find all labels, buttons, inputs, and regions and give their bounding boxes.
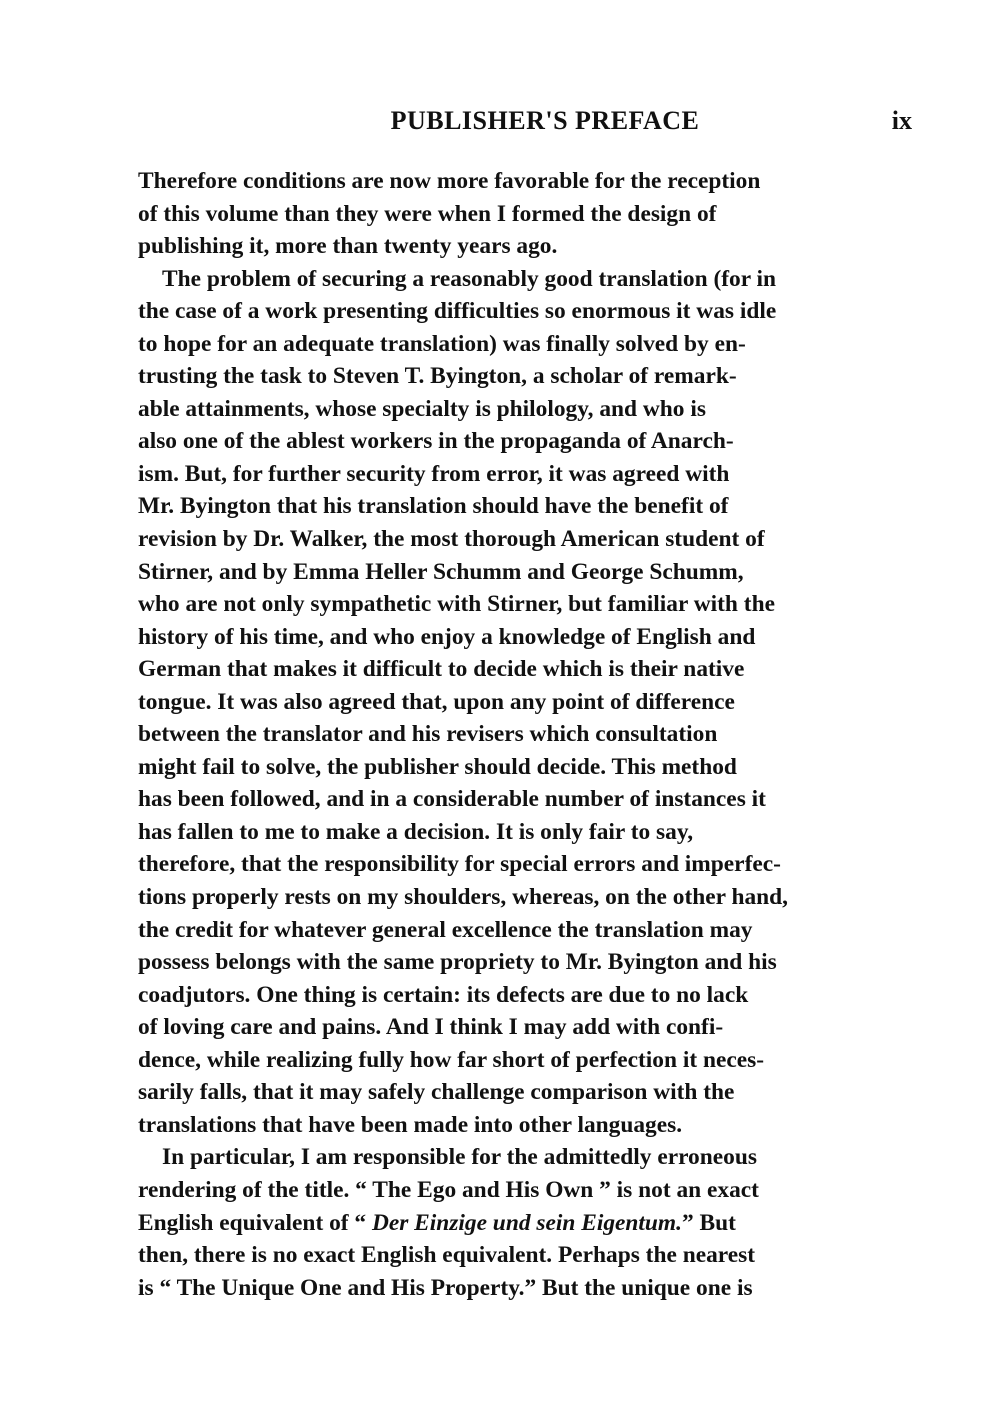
text-line: revision by Dr. Walker, the most thorough American student of: [138, 526, 765, 553]
text-line: able attainments, whose specialty is philology, and who is: [138, 395, 706, 422]
text-line: of loving care and pains. And I think I may add with confi-: [138, 1014, 724, 1041]
text-line: who are not only sympathetic with Stirner, but familiar with the: [138, 591, 775, 618]
text-line: has been followed, and in a considerable number of instances it: [138, 786, 766, 813]
text-line: might fail to solve, the publisher should decide. This method: [138, 753, 737, 780]
text-line: German that makes it difficult to decide which is their native: [138, 656, 745, 683]
text-line: trusting the task to Steven T. Byington, a scholar of remark-: [138, 363, 737, 390]
text-line: sarily falls, that it may safely challenge comparison with the: [138, 1079, 735, 1106]
text-line: ism. But, for further security from error, it was agreed with: [138, 460, 730, 487]
text-line: between the translator and his revisers which consultation: [138, 721, 718, 748]
text-line: coadjutors. One thing is certain: its defects are due to no lack: [138, 981, 749, 1008]
running-head: PUBLISHER'S PREFACE: [390, 106, 700, 135]
text-fragment: ” But: [681, 1209, 736, 1236]
text-line: Stirner, and by Emma Heller Schumm and George Schumm,: [138, 558, 744, 585]
text-fragment: English equivalent of “: [138, 1209, 372, 1236]
text-line: tongue. It was also agreed that, upon any point of difference: [138, 688, 735, 715]
text-line: rendering of the title. “ The Ego and His Own ” is not an exact: [138, 1176, 759, 1203]
text-line: Therefore conditions are now more favorable for the reception: [138, 168, 761, 194]
text-line: dence, while realizing fully how far short of perfection it neces-: [138, 1046, 765, 1073]
text-line: tions properly rests on my shoulders, whereas, on the other hand,: [138, 884, 789, 911]
text-line: of this volume than they were when I formed the design of: [138, 200, 717, 227]
text-line: has fallen to me to make a decision. It is only fair to say,: [138, 818, 694, 845]
text-line: the case of a work presenting difficulties so enormous it was idle: [138, 298, 777, 325]
german-title: Der Einzige und sein Eigentum.: [371, 1209, 682, 1236]
text-line: The problem of securing a reasonably good translation (for in: [162, 265, 777, 292]
page-number: ix: [891, 106, 912, 135]
text-line: translations that have been made into other languages.: [138, 1111, 683, 1138]
text-line: also one of the ablest workers in the propaganda of Anarch-: [138, 428, 734, 455]
text-line: publishing it, more than twenty years ago.: [138, 233, 558, 260]
text-line: is “ The Unique One and His Property.” But the unique one is: [138, 1274, 753, 1301]
body-text: [138, 165, 918, 1304]
text-line: history of his time, and who enjoy a knowledge of English and: [138, 623, 756, 650]
text-line: to hope for an adequate translation) was finally solved by en-: [138, 330, 746, 357]
page-header: [138, 106, 912, 146]
text-line-with-title: [138, 1207, 918, 1240]
text-line: possess belongs with the same propriety to Mr. Byington and his: [138, 949, 777, 976]
text-line: the credit for whatever general excellence the translation may: [138, 916, 753, 943]
text-line: therefore, that the responsibility for special errors and imperfec-: [138, 851, 781, 878]
text-line: Mr. Byington that his translation should have the benefit of: [138, 493, 729, 520]
text-line: then, there is no exact English equivalent. Perhaps the nearest: [138, 1242, 756, 1269]
text-line: In particular, I am responsible for the admittedly erroneous: [162, 1144, 757, 1171]
